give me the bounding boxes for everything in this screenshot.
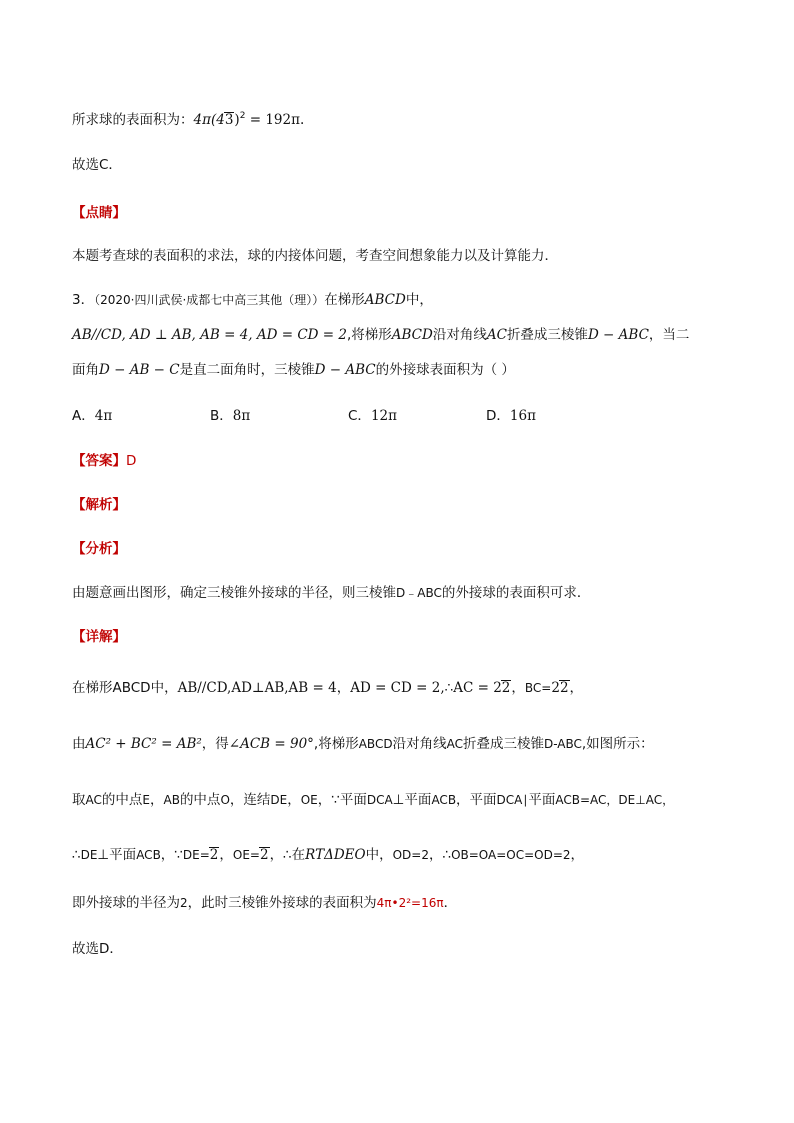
- question-conditions: AB//CD, AD ⊥ AB, AB = 4, AD = CD = 2: [72, 327, 347, 343]
- option-b: B．8π: [210, 408, 251, 424]
- option-d: D．16π: [486, 408, 536, 424]
- detail-line-5: 即外接球的半径为2，此时三棱锥外接球的表面积为4π•2²=16π．: [72, 895, 458, 911]
- comment-header: 【点睛】: [72, 205, 126, 221]
- question-intro: 在梯形: [324, 292, 365, 308]
- detail-line-2: 由AC² + BC² = AB²，得∠ACB = 90°,将梯形ABCD沿对角线AC折叠成三棱锥D-ABC,如图所示：: [72, 736, 654, 752]
- question-line-3: 面角D − AB − C是直二面角时，三棱锥D − ABC的外接球表面积为（ ）: [72, 362, 515, 378]
- prev-area-line: 所求球的表面积为：$4\pi(43)^2 = 192\pi$.: [72, 111, 305, 128]
- detail-line-3: 取AC的中点E，AB的中点O，连结DE，OE，∵平面DCA⊥平面ACB，平面DCA∣平面ACB=AC，DE⊥AC，: [72, 792, 675, 808]
- detail-line-1: 在梯形ABCD中，AB//CD,AD⊥AB,AB = 4，AD = CD = 2,∴AC = 22，BC=22，: [72, 680, 584, 696]
- prev-area-expr: 4π(4: [193, 112, 225, 128]
- answer-header: 【答案】: [72, 453, 126, 469]
- prev-area-result: = 192π.: [245, 112, 305, 128]
- question-line-2: AB//CD, AD ⊥ AB, AB = 4, AD = CD = 2,将梯形ABCD沿对角线AC折叠成三棱锥D − ABC，当二: [72, 327, 690, 343]
- prev-area-sqrt: 3: [224, 112, 234, 128]
- comment-text: 本题考查球的表面积的求法，球的内接体问题，考查空间想象能力以及计算能力．: [72, 248, 558, 264]
- detail-line-4: ∴DE⊥平面ACB，∵DE=2，OE=2，∴在RTΔDEO中，OD=2，∴OB=OA=OC=OD=2，: [72, 847, 585, 863]
- prev-area-label: 所求球的表面积为：: [72, 112, 194, 128]
- option-c: C．12π: [348, 408, 397, 424]
- question-number: 3．: [72, 292, 95, 308]
- final-choice: 故选D．: [72, 941, 123, 957]
- analysis-text: 由题意画出图形，确定三棱锥外接球的半径，则三棱锥D﹣ABC的外接球的表面积可求．: [72, 585, 591, 601]
- question-line-1: 3．（2020·四川武侯·成都七中高三其他（理））在梯形ABCD中，: [72, 292, 433, 308]
- prev-choice: 故选C．: [72, 157, 122, 173]
- answer-value: D: [126, 453, 137, 469]
- detail-header: 【详解】: [72, 629, 126, 645]
- question-source: （2020·四川武侯·成都七中高三其他（理））: [94, 293, 325, 307]
- question-shape: ABCD: [364, 292, 406, 308]
- solution-header: 【解析】: [72, 497, 126, 513]
- analysis-header: 【分析】: [72, 541, 126, 557]
- prev-area-exp: 2: [239, 111, 246, 121]
- answer-line: [72, 451, 136, 471]
- option-a: A．4π: [72, 408, 113, 424]
